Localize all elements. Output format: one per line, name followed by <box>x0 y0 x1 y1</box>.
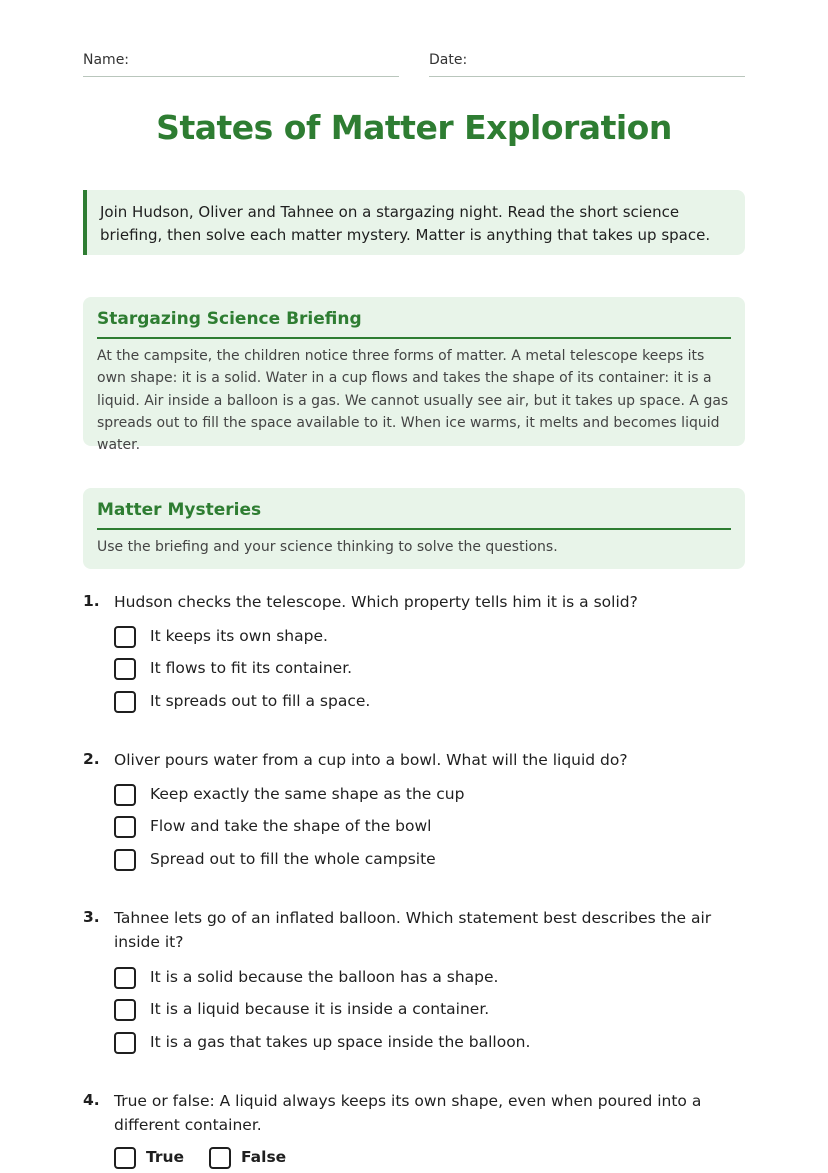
option-label: It is a solid because the balloon has a shape. <box>150 968 499 986</box>
date-label: Date: <box>429 52 468 68</box>
option-label: It is a gas that takes up space inside the balloon. <box>150 1033 531 1051</box>
header-fields <box>83 52 745 78</box>
briefing-panel <box>83 297 745 454</box>
checkbox[interactable] <box>114 691 136 713</box>
question-number: 2. <box>83 750 100 768</box>
date-field[interactable] <box>429 52 745 77</box>
question-text: True or false: A liquid always keeps its own shape, even when poured into a different container. <box>114 1092 702 1134</box>
question-text: Oliver pours water from a cup into a bowl. What will the liquid do? <box>114 751 628 769</box>
page-title: States of Matter Exploration <box>156 108 672 147</box>
checkbox[interactable] <box>114 1032 136 1054</box>
mysteries-heading: Matter Mysteries <box>97 500 731 530</box>
checkbox[interactable] <box>114 658 136 680</box>
checkbox[interactable] <box>114 816 136 838</box>
option-label: It keeps its own shape. <box>150 627 328 645</box>
option-label: False <box>241 1148 287 1166</box>
option-label: It is a liquid because it is inside a container. <box>150 1000 490 1018</box>
option-label: True <box>146 1148 185 1166</box>
checkbox[interactable] <box>114 967 136 989</box>
name-field[interactable] <box>83 52 399 77</box>
name-label: Name: <box>83 52 130 68</box>
briefing-heading: Stargazing Science Briefing <box>97 309 731 339</box>
option-label: It flows to fit its container. <box>150 659 353 677</box>
option-label: Spread out to fill the whole campsite <box>150 850 436 868</box>
option-label: It spreads out to fill a space. <box>150 692 371 710</box>
checkbox[interactable] <box>114 999 136 1021</box>
mysteries-panel <box>83 488 745 569</box>
question-text: Hudson checks the telescope. Which property tells him it is a solid? <box>114 593 638 611</box>
question-number: 3. <box>83 908 100 926</box>
checkbox[interactable] <box>114 849 136 871</box>
mysteries-text: Use the briefing and your science thinking to solve the questions. <box>97 539 558 555</box>
question-text: Tahnee lets go of an inflated balloon. Which statement best describes the air inside it? <box>114 909 712 951</box>
checkbox[interactable] <box>114 626 136 648</box>
intro-callout: Join Hudson, Oliver and Tahnee on a stargazing night. Read the short science briefing, then solve each matter mystery. Matter is anything that takes up space. <box>83 190 745 255</box>
option-label: Flow and take the shape of the bowl <box>150 817 432 835</box>
briefing-text: At the campsite, the children notice three forms of matter. A metal telescope keeps its own shape: it is a solid. Water in a cup flows and takes the shape of its container: it is a liquid. Air inside a balloon is a gas. We cannot usually see air, but it takes up space. A gas spreads out to fill the space available to it. When ice warms, it melts and becomes liquid water. <box>97 348 729 454</box>
question-number: 4. <box>83 1091 100 1109</box>
checkbox[interactable] <box>209 1147 231 1169</box>
checkbox[interactable] <box>114 784 136 806</box>
question-number: 1. <box>83 592 100 610</box>
option-label: Keep exactly the same shape as the cup <box>150 785 465 803</box>
checkbox[interactable] <box>114 1147 136 1169</box>
